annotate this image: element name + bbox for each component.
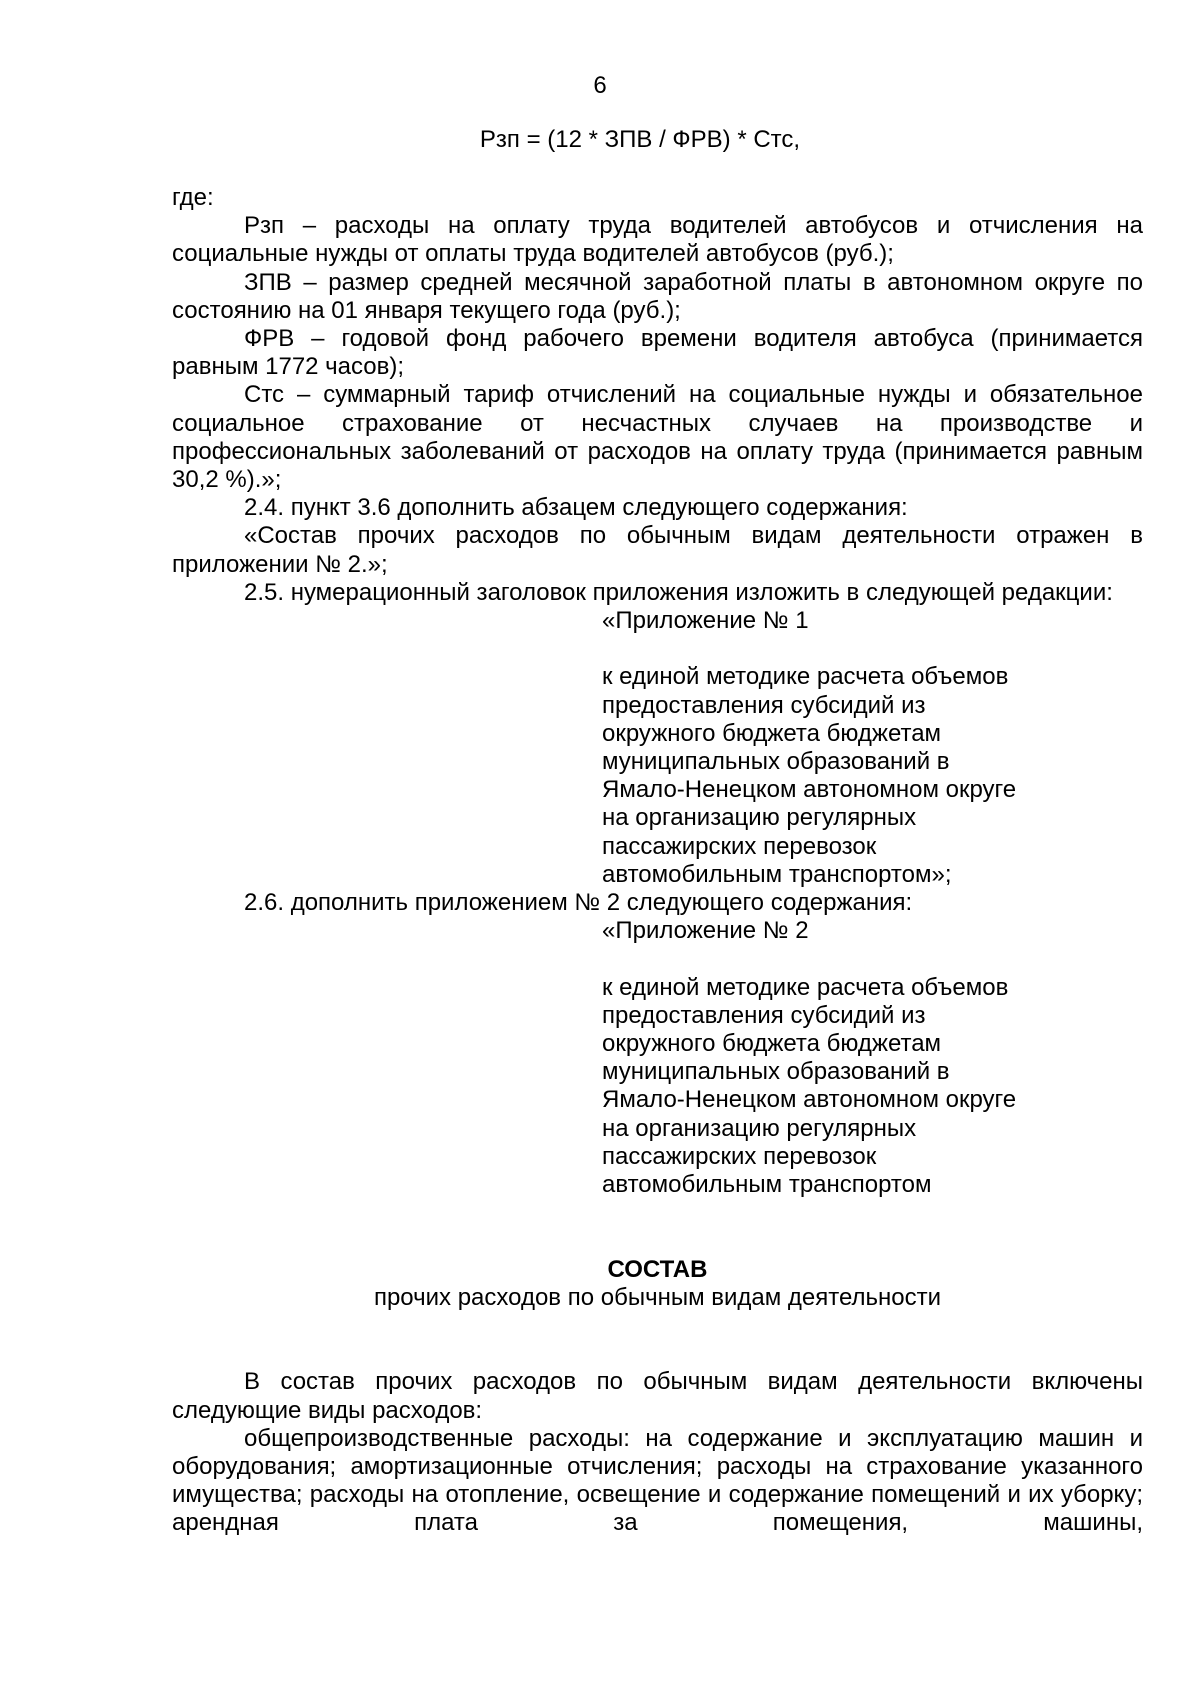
appendix-2-line: пассажирских перевозок [602,1142,877,1170]
spacer [172,1312,1143,1340]
appendix-1-line: пассажирских перевозок [602,832,877,860]
section-title: СОСТАВ [607,1255,708,1283]
appendix-1-line: Ямало-Ненецком автономном округе [602,776,1017,804]
page-number: 6 [593,72,607,99]
item-2-5: 2.5. нумерационный заголовок приложения изложить в следующей редакции: [244,578,1113,606]
item-2-4: 2.4. пункт 3.6 дополнить абзацем следующего содержания: [244,494,908,522]
item-2-6: 2.6. дополнить приложением № 2 следующего содержания: [244,889,913,917]
definition-zpv: ЗПВ – размер средней месячной заработной платы в автономном округе по состоянию на 01 января текущего года (руб.); [172,268,1143,324]
formula: Рзп = (12 * ЗПВ / ФРВ) * Стс, [479,126,801,153]
definition-sts: Стс – суммарный тариф отчислений на социальные нужды и обязательное социальное страхование от несчастных случаев на производстве и профессиональных заболеваний от расходов на оплату труда (принимается равным 30,2 %).»; [172,381,1143,494]
appendix-2-header [602,917,1082,1199]
appendix-1-line: автомобильным транспортом»; [602,860,952,888]
spacer [602,635,1082,663]
appendix-1-line: на организацию регулярных [602,804,917,832]
definition-rzp: Рзп – расходы на оплату труда водителей автобусов и отчисления на социальные нужды от оплаты труда водителей автобусов (руб.); [172,212,1143,268]
appendix-1-line: муниципальных образований в [602,748,950,776]
spacer [602,945,1082,973]
spacer [172,1340,1143,1368]
appendix-2-line: на организацию регулярных [602,1114,917,1142]
appendix-1-line: предоставления субсидий из [602,691,926,719]
appendix-1-header [602,607,1082,889]
appendix-2-line: муниципальных образований в [602,1058,950,1086]
spacer [172,1227,1143,1255]
closing-paragraph: общепроизводственные расходы: на содержание и эксплуатацию машин и оборудования; амортизационные отчисления; расходы на страхование указанного имущества; расходы на отопление, освещение и содержание помещений и их уборку; арендная плата за помещения, машины, [172,1424,1143,1537]
appendix-2-line: окружного бюджета бюджетам [602,1030,942,1058]
section-subtitle: прочих расходов по обычным видам деятельности [373,1283,942,1311]
appendix-2-line: Ямало-Ненецком автономном округе [602,1086,1017,1114]
appendix-2-title: «Приложение № 2 [602,917,809,945]
appendix-2-line: к единой методике расчета объемов [602,973,1009,1001]
appendix-1-line: к единой методике расчета объемов [602,663,1009,691]
where-label: где: [172,184,214,211]
appendix-2-line: автомобильным транспортом [602,1171,932,1199]
item-2-4-quote: «Состав прочих расходов по обычным видам деятельности отражен в приложении № 2.»; [172,522,1143,578]
closing-paragraph: В состав прочих расходов по обычным видам деятельности включены следующие виды расходов: [172,1368,1143,1424]
document-body [172,184,1143,1538]
appendix-2-line: предоставления субсидий из [602,1001,926,1029]
appendix-1-line: окружного бюджета бюджетам [602,719,942,747]
definition-frv: ФРВ – годовой фонд рабочего времени водителя автобуса (принимается равным 1772 часов); [172,325,1143,381]
spacer [172,1199,1143,1227]
appendix-1-title: «Приложение № 1 [602,607,809,635]
